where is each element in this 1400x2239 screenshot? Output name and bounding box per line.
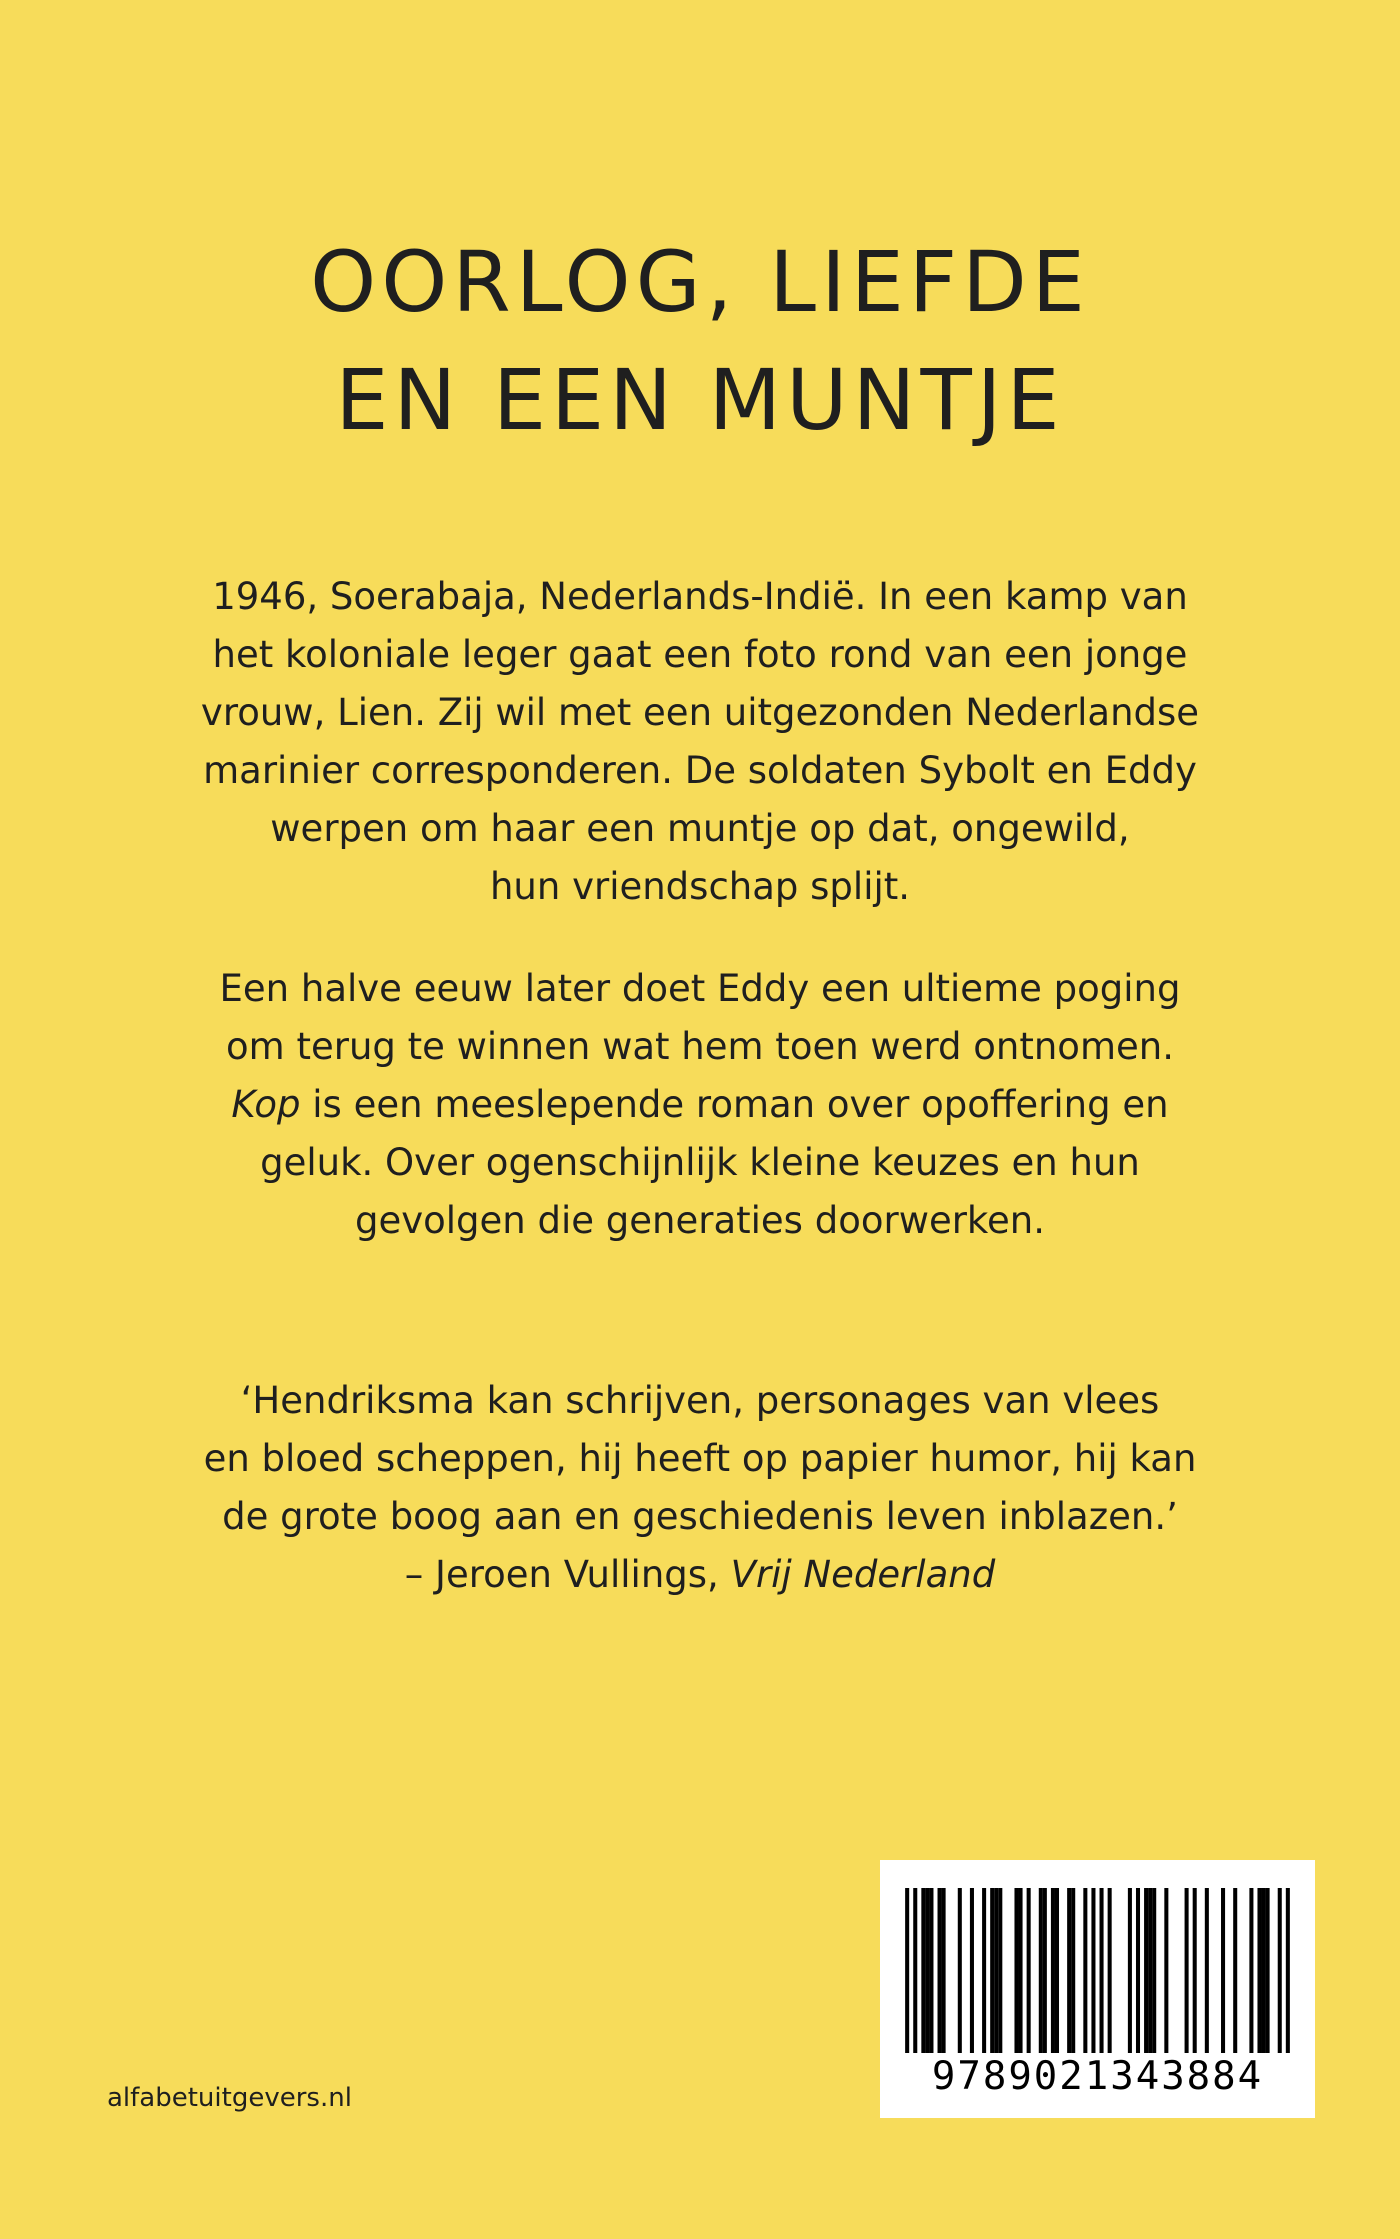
barcode-bar	[1185, 1888, 1189, 2053]
barcode-bar	[982, 1888, 986, 2053]
barcode-bar	[913, 1888, 917, 2053]
barcode-bar	[925, 1888, 929, 2053]
barcode-bar	[1152, 1888, 1156, 2053]
blurb-line: het koloniale leger gaat een foto rond van een jonge	[212, 633, 1188, 676]
quote-line: ‘Hendriksma kan schrijven, personages van vlees	[240, 1379, 1160, 1422]
barcode-bar	[1278, 1888, 1282, 2053]
barcode-bars	[880, 1860, 1315, 2060]
barcode-bar	[1043, 1888, 1047, 2053]
barcode-bar	[1027, 1888, 1031, 2053]
blurb-paragraph-2	[190, 960, 1210, 1250]
barcode-bar	[1108, 1888, 1112, 2053]
barcode-bar	[1233, 1888, 1237, 2053]
barcode-bar	[1067, 1888, 1071, 2053]
barcode-bar	[1019, 1888, 1023, 2053]
barcode-bar	[1193, 1888, 1197, 2053]
barcode-bar	[1257, 1888, 1261, 2053]
quote-attribution	[190, 1546, 1210, 1604]
isbn-number: 9789021343884	[931, 2054, 1264, 2099]
barcode-bar	[1148, 1888, 1152, 2053]
barcode-bar	[1262, 1888, 1266, 2053]
blurb-line: Een halve eeuw later doet Eddy een ultieme poging	[219, 967, 1181, 1010]
barcode-bar	[1266, 1888, 1270, 2053]
barcode-bar	[998, 1888, 1002, 2053]
barcode-bar	[938, 1888, 942, 2053]
blurb-line: is een meeslepende roman over opoffering en	[300, 1083, 1169, 1126]
barcode-bar	[1083, 1888, 1087, 2053]
barcode	[880, 1860, 1315, 2118]
blurb-line: gevolgen die generaties doorwerken.	[354, 1199, 1046, 1242]
blurb-paragraph-1	[190, 568, 1210, 916]
barcode-bar	[1286, 1888, 1290, 2053]
barcode-bar	[942, 1888, 946, 2053]
barcode-bar	[1091, 1888, 1095, 2053]
barcode-bar	[1164, 1888, 1168, 2053]
barcode-bar	[905, 1888, 909, 2053]
barcode-bar	[1051, 1888, 1055, 2053]
barcode-bar	[970, 1888, 974, 2053]
publisher-website: alfabetuitgevers.nl	[107, 2083, 352, 2113]
barcode-bar	[1014, 1888, 1018, 2053]
barcode-bar	[1100, 1888, 1104, 2053]
quote-line: de grote boog aan en geschiedenis leven inblazen.’	[222, 1495, 1178, 1538]
review-quote	[190, 1372, 1210, 1546]
barcode-bar	[994, 1888, 998, 2053]
blurb-line: marinier corresponderen. De soldaten Sybolt en Eddy	[203, 749, 1197, 792]
title-line-1: OORLOG, LIEFDE	[310, 233, 1090, 331]
quote-line: en bloed scheppen, hij heeft op papier humor, hij kan	[203, 1437, 1197, 1480]
blurb-line: hun vriendschap splijt.	[489, 865, 911, 908]
blurb-line: geluk. Over ogenschijnlijk kleine keuzes en hun	[260, 1141, 1140, 1184]
book-title-italic: Kop	[231, 1083, 301, 1126]
attribution-author: – Jeroen Vullings,	[404, 1553, 731, 1596]
barcode-bar	[1249, 1888, 1253, 2053]
barcode-bar	[1136, 1888, 1140, 2053]
blurb-line: om terug te winnen wat hem toen werd ontnomen.	[226, 1025, 1174, 1068]
attribution-source: Vrij Nederland	[730, 1553, 996, 1596]
barcode-bar	[1055, 1888, 1059, 2053]
barcode-bar	[990, 1888, 994, 2053]
barcode-bar	[1144, 1888, 1148, 2053]
barcode-bar	[921, 1888, 925, 2053]
blurb-line: 1946, Soerabaja, Nederlands-Indië. In een kamp van	[212, 575, 1188, 618]
barcode-bar	[1128, 1888, 1132, 2053]
barcode-bar	[1205, 1888, 1209, 2053]
barcode-bar	[1071, 1888, 1075, 2053]
barcode-bar	[929, 1888, 933, 2053]
blurb-line: vrouw, Lien. Zij wil met een uitgezonden Nederlandse	[200, 691, 1200, 734]
barcode-bar	[1039, 1888, 1043, 2053]
blurb-line: werpen om haar een muntje op dat, ongewild,	[270, 807, 1130, 850]
title-line-2: EN EEN MUNTJE	[335, 351, 1065, 449]
barcode-bar	[958, 1888, 962, 2053]
barcode-bar	[1221, 1888, 1225, 2053]
